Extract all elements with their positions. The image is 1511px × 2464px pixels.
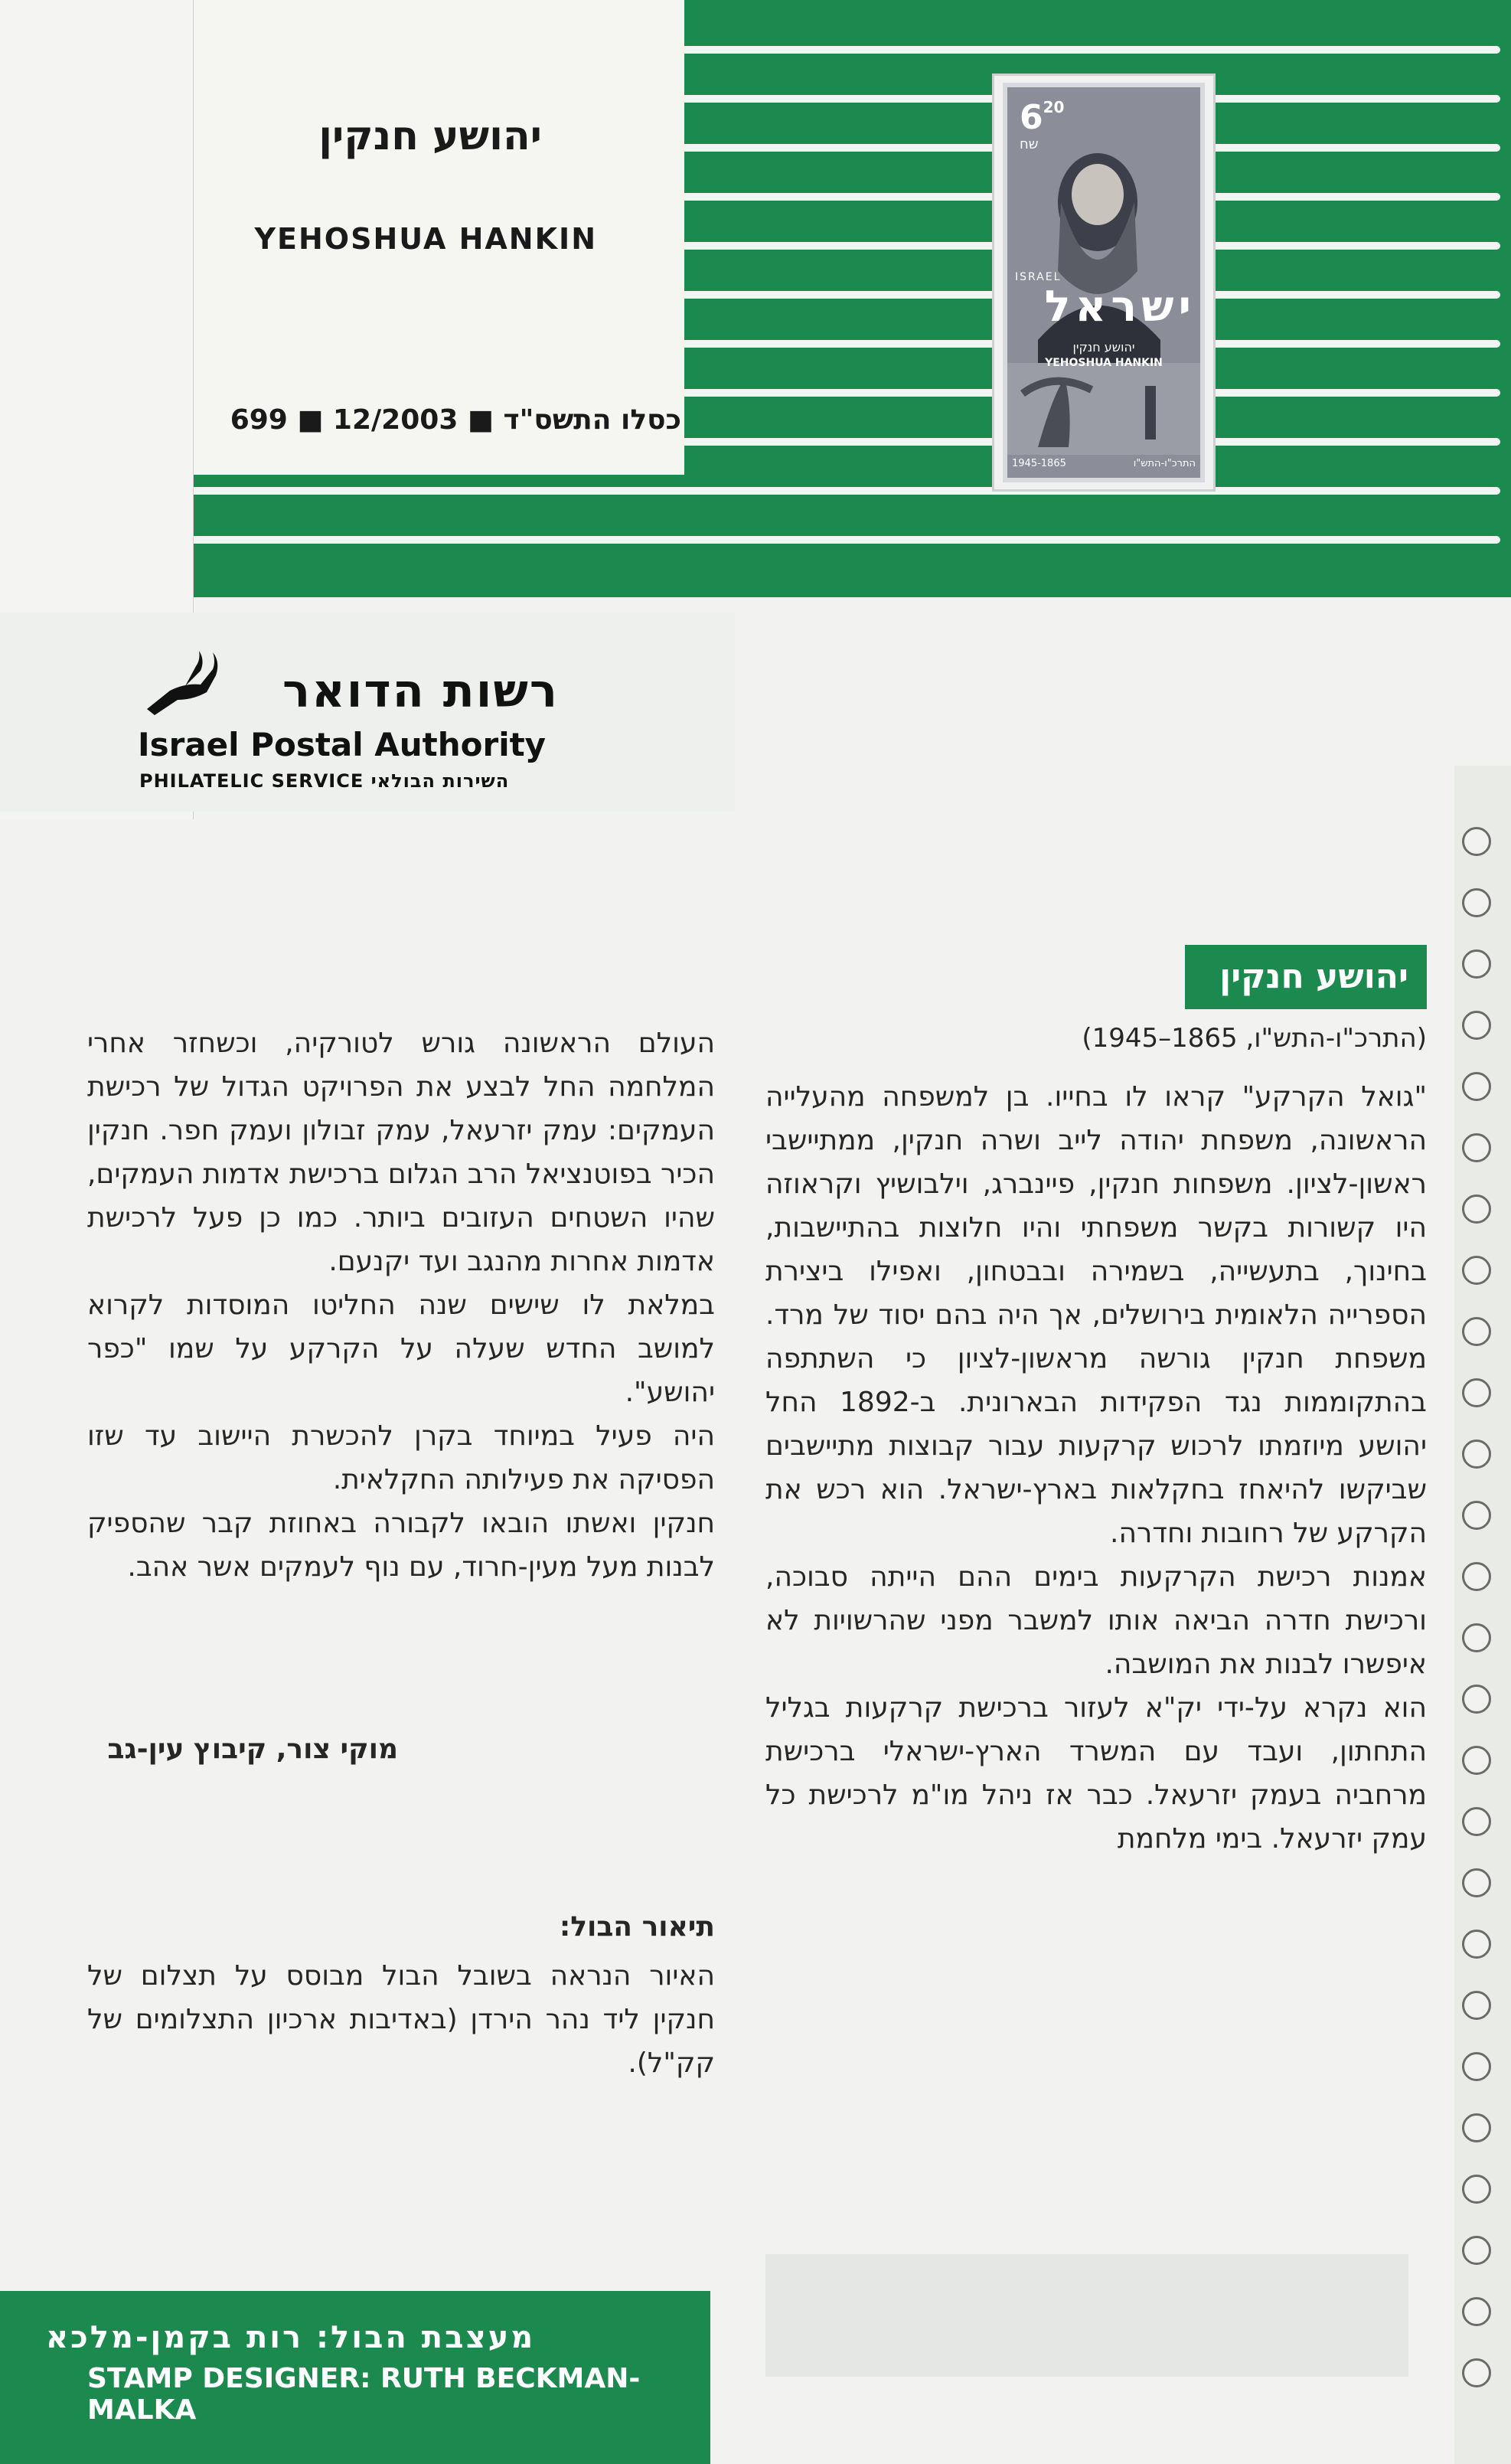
logo-service: PHILATELIC SERVICE השירות הבולאי — [139, 770, 510, 792]
paragraph: במלאת לו שישים שנה החליטו המוסדות לקרוא למושב החדש שעלה על הקרקע על שמו "כפר יהושע". — [87, 1289, 715, 1408]
article-author: מוקי צור, קיבוץ עין-גב — [107, 1734, 398, 1765]
paragraph: הוא נקרא על-ידי יק"א לעזור ברכישת קרקעות בגליל התחתון, ועבד עם המשרד הארץ-ישראלי ברכישת מרחביה בעמק יזרעאל. כבר אז ניהל מו"מ לרכישת כל עמק יזרעאל. בימי מלחמת — [765, 1692, 1427, 1855]
designer-english: STAMP DESIGNER: RUTH BECKMAN-MALKA — [87, 2363, 641, 2426]
stamp-denomination: $6^{20}$ — [1020, 98, 1065, 137]
paragraph: "גואל הקרקע" קראו לו בחייו. בן למשפחה מהעלייה הראשונה, משפחת יהודה לייב ושרה חנקין, ממתיישבי ראשון-לציון. משפחות חנקין, פיינברג, וילבושיץ וקראוזה היו קשורות בקשר משפחתי והיו חלוצות בהתיישבות, בחינוך, בתעשייה, בשמירה ובבטחון, ואפילו ביצירת הספרייה הלאומית בירושלים, אך היה בהם יסוד של מרד. משפחת חנקין גורשה מראשון-לציון כי השתתפה בהתקוממות נגד הפקידות הבארונית. ב-1892 החל יהושע מיוזמתו לרכוש קרקעות עבור קבוצות מתיישבים שביקשו להיאחז בחקלאות בארץ-ישראל. הוא רכש את הקרקע של רחובות וחדרה. — [765, 1081, 1427, 1549]
stamp-country-hebrew: ישראל — [1044, 282, 1196, 332]
stamp-years: 1945-1865 התרכ"ו-התש"ו — [1012, 458, 1196, 469]
stamp-description-heading: תיאור הבול: — [559, 1911, 715, 1943]
stamp-country-english: ISRAEL — [1015, 271, 1062, 283]
stamp-name-hebrew: יהושע חנקין — [1072, 340, 1135, 355]
stamp-description-text: האיור הנראה בשובל הבול מבוסס על תצלום של חנקין ליד נהר הירדן (באדיבות ארכיון התצלומים של קק"ל). — [87, 1960, 715, 2079]
paragraph: היה פעיל במיוחד בקרן להכשרת היישוב עד שזו הפסיקה את פעילותה החקלאית. — [87, 1420, 715, 1495]
designer-hebrew: מעצבת הבול: רות בקמן-מלכא — [46, 2320, 536, 2355]
stamp-image — [1003, 83, 1205, 482]
page-title-english: YEHOSHUA HANKIN — [254, 222, 597, 256]
show-through-block — [765, 2254, 1408, 2377]
article-dates: (התרכ"ו-התש"ו, 1865–1945) — [1082, 1023, 1427, 1054]
article-heading: יהושע חנקין — [1185, 945, 1427, 1009]
article-left-column — [87, 1021, 715, 1589]
paragraph: אמנות רכישת הקרקעות בימים ההם הייתה סבוכה, ורכישת חדרה הביאה אותו למשבר מפני שהרשויות לא איפשרו לבנות את המושבה. — [765, 1561, 1427, 1680]
paragraph: חנקין ואשתו הובאו לקבורה באחוזת קבר שהספיק לבנות מעל מעין-חרוד, עם נוף לעמקים אשר אהב. — [87, 1508, 715, 1583]
stamp-currency: שח — [1020, 136, 1039, 152]
article-right-column — [765, 1075, 1427, 1861]
deer-icon — [139, 639, 224, 723]
logo-hebrew: רשות הדואר — [282, 665, 559, 718]
paragraph: העולם הראשונה גורש לטורקיה, וכשחזר אחרי המלחמה החל לבצע את הפרויקט הגדול של רכישת העמקים: עמק יזרעאל, עמק זבולון ועמק חפר. חנקין הכיר בפוטנציאל הרב הגלום ברכישת אדמות העמקים, שהיו השטחים העזובים ביותר. כמו כן פעל לרכישת אדמות אחרות מהנגב ועד יקנעם. — [86, 1028, 715, 1277]
issue-line: 699 ■ 12/2003 ■ כסלו התשס"ד — [230, 404, 681, 436]
stamp-name-english: YEHOSHUA HANKIN — [1045, 357, 1163, 369]
page-title-hebrew: יהושע חנקין — [318, 113, 542, 159]
logo-english: Israel Postal Authority — [138, 726, 547, 763]
